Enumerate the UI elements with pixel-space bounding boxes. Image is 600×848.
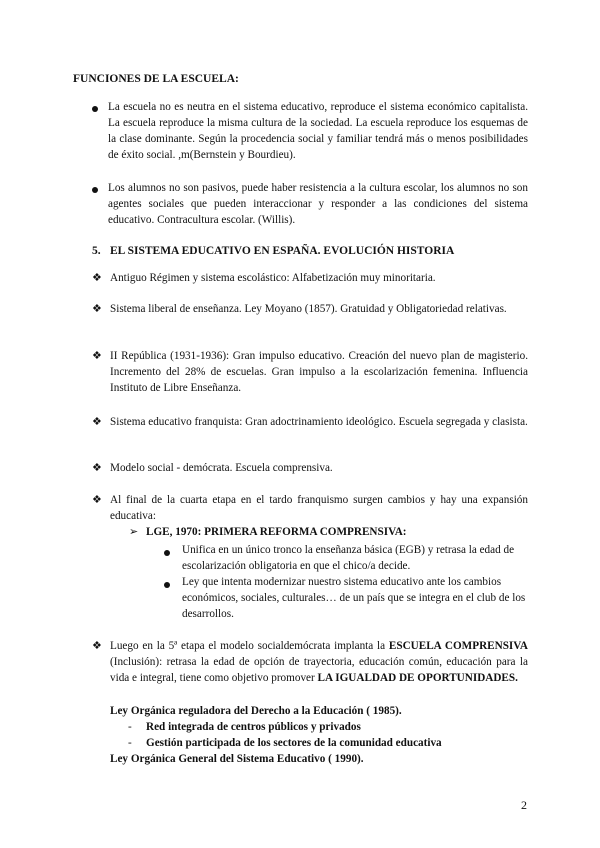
dash-bullet: -: [128, 737, 132, 749]
diamond-bullet-icon: ❖: [92, 416, 102, 428]
lode-item: Gestión participada de los sectores de la comunidad educativa: [146, 737, 442, 749]
quinta-text-2: (Inclusión): retrasa la edad de opción de trayectoria, educación común, educación para la vida e integral, tiene como objetivo promover: [110, 656, 528, 684]
bullet-icon: [164, 582, 170, 588]
lge-item: Ley que intenta modernizar nuestro sistema educativo ante los cambios económicos, sociales, culturales… de un país que se integra en el club de los desarrollos.: [182, 576, 526, 620]
diamond-bullet-icon: ❖: [92, 640, 102, 652]
etapa-item: II República (1931-1936): Gran impulso educativo. Creación del nuevo plan de magisterio. Incremento del 28% de escuelas. Gran impulso a la escolarización femenina. Influencia Instituto de Libre Enseñanza.: [110, 350, 528, 394]
diamond-bullet-icon: ❖: [92, 350, 102, 362]
etapa-item: Al final de la cuarta etapa en el tardo franquismo surgen cambios y hay una expansión educativa:: [110, 494, 528, 522]
bullet-icon: [164, 550, 170, 556]
etapa-item: Sistema liberal de enseñanza. Ley Moyano (1857). Gratuidad y Obligatoriedad relativas.: [110, 303, 507, 315]
bullet-icon: [92, 106, 98, 112]
arrow-bullet-icon: ➢: [129, 526, 139, 538]
etapa-item: Modelo social - demócrata. Escuela comprensiva.: [110, 462, 333, 474]
etapa-item: Antiguo Régimen y sistema escolástico: Alfabetización muy minoritaria.: [110, 272, 436, 284]
escuela-comprensiva-label: ESCUELA COMPRENSIVA: [388, 640, 528, 652]
diamond-bullet-icon: ❖: [92, 272, 102, 284]
etapa-item: Sistema educativo franquista: Gran adoctrinamiento ideológico. Escuela segregada y clasista.: [110, 416, 528, 428]
quinta-text-1: Luego en la 5ª etapa el modelo socialdemócrata implanta la: [110, 640, 389, 652]
section-number: 5.: [92, 245, 101, 257]
logse-title: Ley Orgánica General del Sistema Educativo ( 1990).: [110, 753, 364, 765]
diamond-bullet-icon: ❖: [92, 494, 102, 506]
lode-title: Ley Orgánica reguladora del Derecho a la Educación ( 1985).: [110, 705, 402, 717]
section-title: EL SISTEMA EDUCATIVO EN ESPAÑA. EVOLUCIÓN HISTORIA: [110, 245, 455, 257]
lge-item: Unifica en un único tronco la enseñanza básica (EGB) y retrasa la edad de escolarización obligatoria en que el chico/a decide.: [182, 544, 515, 572]
lode-item: Red integrada de centros públicos y privados: [146, 721, 361, 733]
diamond-bullet-icon: ❖: [92, 462, 102, 474]
dash-bullet: -: [128, 721, 132, 733]
funciones-item-1: La escuela no es neutra en el sistema educativo, reproduce el sistema económico capitalista. La escuela reproduce la misma cultura de la sociedad. La escuela reproduce los esquemas de la clase dominante. Según la procedencia social y familiar tendrá más o menos posibilidades de éxito social. ,m(Bernstein y Bourdieu).: [108, 101, 528, 161]
page-number: 2: [521, 798, 527, 812]
lge-title: LGE, 1970: PRIMERA REFORMA COMPRENSIVA:: [146, 526, 407, 538]
bullet-icon: [92, 187, 98, 193]
diamond-bullet-icon: ❖: [92, 303, 102, 315]
funciones-item-2: Los alumnos no son pasivos, puede haber resistencia a la cultura escolar, los alumnos no son agentes sociales que pueden interaccionar y responder a las condiciones del sistema educativo. Contracultura escolar. (Willis).: [108, 182, 528, 226]
igualdad-label: LA IGUALDAD DE OPORTUNIDADES.: [317, 672, 518, 684]
section-heading-funciones: FUNCIONES DE LA ESCUELA:: [73, 73, 239, 85]
quinta-etapa-paragraph: [110, 638, 528, 686]
